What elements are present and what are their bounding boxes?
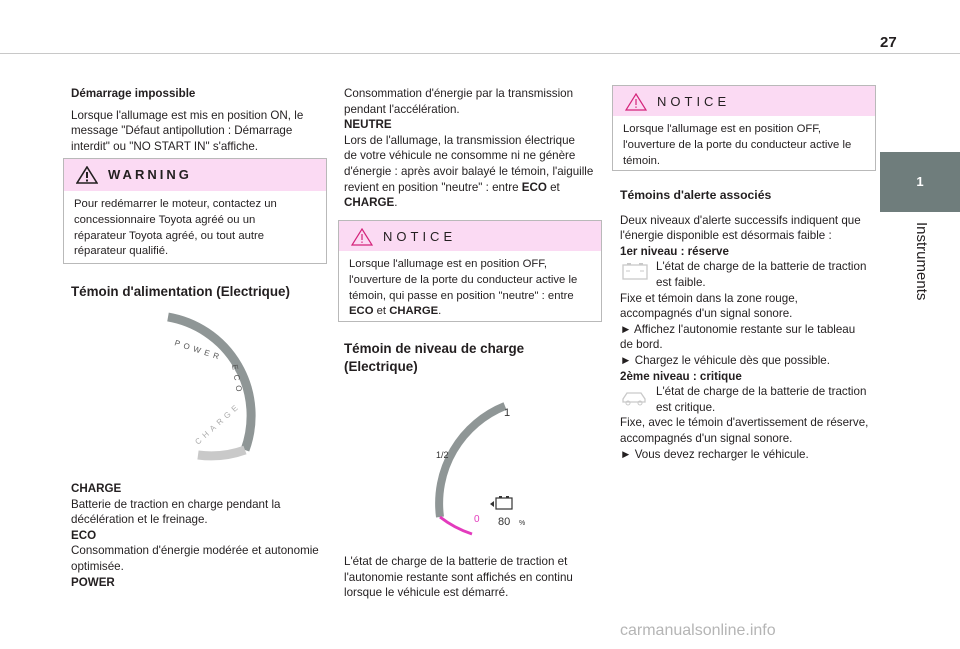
- level2-icon-line-1: L'état de charge de la batterie de traction: [656, 385, 867, 399]
- notice-box-col3: [612, 85, 876, 171]
- column-2: [344, 86, 602, 211]
- power-heading: POWER: [71, 575, 115, 589]
- charge-heading: CHARGE: [71, 482, 122, 495]
- level1-icon-line-1: L'état de charge de la batterie de traction: [656, 260, 867, 274]
- level1-icon-line-2: est faible.: [656, 275, 706, 289]
- notice-title-col3: NOTICE: [657, 94, 731, 109]
- level1-bullet-1b: de bord.: [620, 338, 663, 352]
- warning-title: WARNING: [108, 167, 192, 182]
- neutre-line-2: de votre véhicule ne consomme ni ne génère: [344, 149, 576, 163]
- page-number: 27: [880, 34, 897, 51]
- neutre-line-5: CHARGE.: [344, 196, 398, 210]
- notice2-line-2: l'ouverture de la porte du conducteur active le: [349, 273, 578, 286]
- cons-line-2: pendant l'accélération.: [344, 102, 460, 116]
- notice-header-col3: [613, 86, 875, 116]
- neutre-line-4: revient en position "neutre" : entre ECO et: [344, 180, 560, 194]
- car-critical-icon: [620, 386, 650, 406]
- level1-icon-row: [620, 259, 876, 290]
- neutre-heading: NEUTRE: [344, 118, 392, 132]
- gauge-full-label: 1: [504, 407, 511, 419]
- chapter-number: 1: [916, 174, 924, 189]
- charge-line-2: décélération et le freinage.: [71, 513, 208, 527]
- notice-box-col2: [338, 220, 602, 322]
- heading-level-1: Témoin de niveau de charge: [344, 341, 525, 356]
- warning-line-3: réparateur Toyota agréé, ou tout autre: [74, 229, 265, 242]
- notice-header-col2: [339, 221, 601, 251]
- heading-level-2: (Electrique): [344, 359, 418, 374]
- notice3-line-2: l'ouverture de la porte du conducteur active le: [623, 138, 852, 151]
- gauge-empty-label: 0: [474, 514, 480, 525]
- neutre-line-3: d'énergie : après avoir balayé le témoin, l'aiguille: [344, 164, 594, 178]
- cons-line-1: Consommation d'énergie par la transmission: [344, 87, 574, 100]
- level-heading-wrap: [344, 340, 602, 376]
- level2-line-2: accompagnés d'un signal sonore.: [620, 431, 793, 445]
- neutre-line-1: Lors de l'allumage, la transmission électrique: [344, 133, 575, 147]
- level1-line-1: Fixe et témoin dans la zone rouge,: [620, 291, 798, 305]
- level1-bullet-1a: ► Affichez l'autonomie restante sur le tableau: [620, 322, 856, 336]
- warning-line-4: réparateur qualifié.: [74, 245, 169, 258]
- intro-line-2: l'énergie disponible est désormais faible :: [620, 229, 832, 243]
- warning-box: [63, 158, 327, 264]
- start-line-1: Lorsque l'allumage est mis en position ON, le: [71, 108, 304, 122]
- eco-line-2: optimisée.: [71, 559, 124, 573]
- level2-heading: 2ème niveau : critique: [620, 369, 742, 383]
- notice3-line-1: Lorsque l'allumage est en position OFF,: [623, 123, 822, 135]
- charge-level-gauge-icon: [410, 392, 550, 542]
- warning-triangle-icon: [76, 166, 98, 184]
- level-line-3: lorsque le véhicule est démarré.: [344, 586, 509, 600]
- intro-line-1: Deux niveaux d'alerte successifs indiquent que: [620, 213, 861, 227]
- level2-line-1: Fixe, avec le témoin d'avertissement de réserve,: [620, 416, 869, 430]
- notice-triangle-icon: [351, 228, 373, 246]
- notice2-line-3: témoin, qui passe en position "neutre" : entre: [349, 289, 574, 302]
- column-1: [71, 86, 329, 154]
- notice-triangle-icon: [625, 93, 647, 111]
- level2-bullet-1: ► Vous devez recharger le véhicule.: [620, 447, 809, 461]
- gauge-half-label: 1/2: [436, 450, 449, 460]
- battery-plug-icon: [490, 496, 512, 509]
- level1-bullet-2: ► Chargez le véhicule dès que possible.: [620, 353, 830, 367]
- warning-line-2: concessionnaire Toyota agréé ou un: [74, 213, 256, 226]
- warning-line-1: Pour redémarrer le moteur, contactez un: [74, 198, 277, 210]
- level2-icon-row: [620, 384, 876, 415]
- chapter-tab[interactable]: [880, 152, 960, 212]
- notice2-line-1: Lorsque l'allumage est en position OFF,: [349, 258, 548, 270]
- notice3-line-3: témoin.: [623, 154, 661, 167]
- column-3: [620, 188, 876, 462]
- eco-heading: ECO: [71, 528, 97, 542]
- level2-icon-line-2: est critique.: [656, 400, 716, 414]
- header-rule: [0, 53, 960, 54]
- eco-line-1: Consommation d'énergie modérée et autonomie: [71, 544, 319, 558]
- watermark: carmanualsonline.info: [620, 622, 776, 639]
- battery-reserve-icon: [620, 261, 650, 281]
- heading-start-impossible: Démarrage impossible: [71, 87, 196, 100]
- heading-alerts: Témoins d'alerte associés: [620, 188, 772, 202]
- gauge-value: 80: [498, 516, 511, 528]
- heading-power: Témoin d'alimentation (Electrique): [71, 284, 290, 299]
- gauge-unit: %: [519, 520, 526, 527]
- power-heading-wrap: [71, 283, 329, 301]
- gauge-power-label: POWER: [173, 338, 224, 363]
- level-text: [344, 554, 602, 601]
- chapter-label: Instruments: [918, 222, 942, 352]
- power-gauge-icon: [150, 305, 280, 470]
- start-line-2: message "Défaut antipollution : Démarrage: [71, 124, 293, 138]
- start-line-3: interdit" ou "NO START IN" s'affiche.: [71, 139, 259, 153]
- level-line-2: l'autonomie restante sont affichés en continu: [344, 570, 573, 584]
- notice-title-col2: NOTICE: [383, 229, 457, 244]
- gauge-eco-label: ECO: [230, 363, 245, 398]
- level1-heading: 1er niveau : réserve: [620, 244, 729, 258]
- level1-line-2: accompagnés d'un signal sonore.: [620, 307, 793, 321]
- gauge-charge-label: CHARGE: [193, 400, 243, 447]
- warning-header: [64, 159, 326, 191]
- level-line-1: L'état de charge de la batterie de traction et: [344, 555, 568, 568]
- col1-definitions: [71, 481, 329, 590]
- charge-line-1: Batterie de traction en charge pendant la: [71, 497, 281, 511]
- notice2-line-4: ECO et CHARGE.: [349, 305, 442, 318]
